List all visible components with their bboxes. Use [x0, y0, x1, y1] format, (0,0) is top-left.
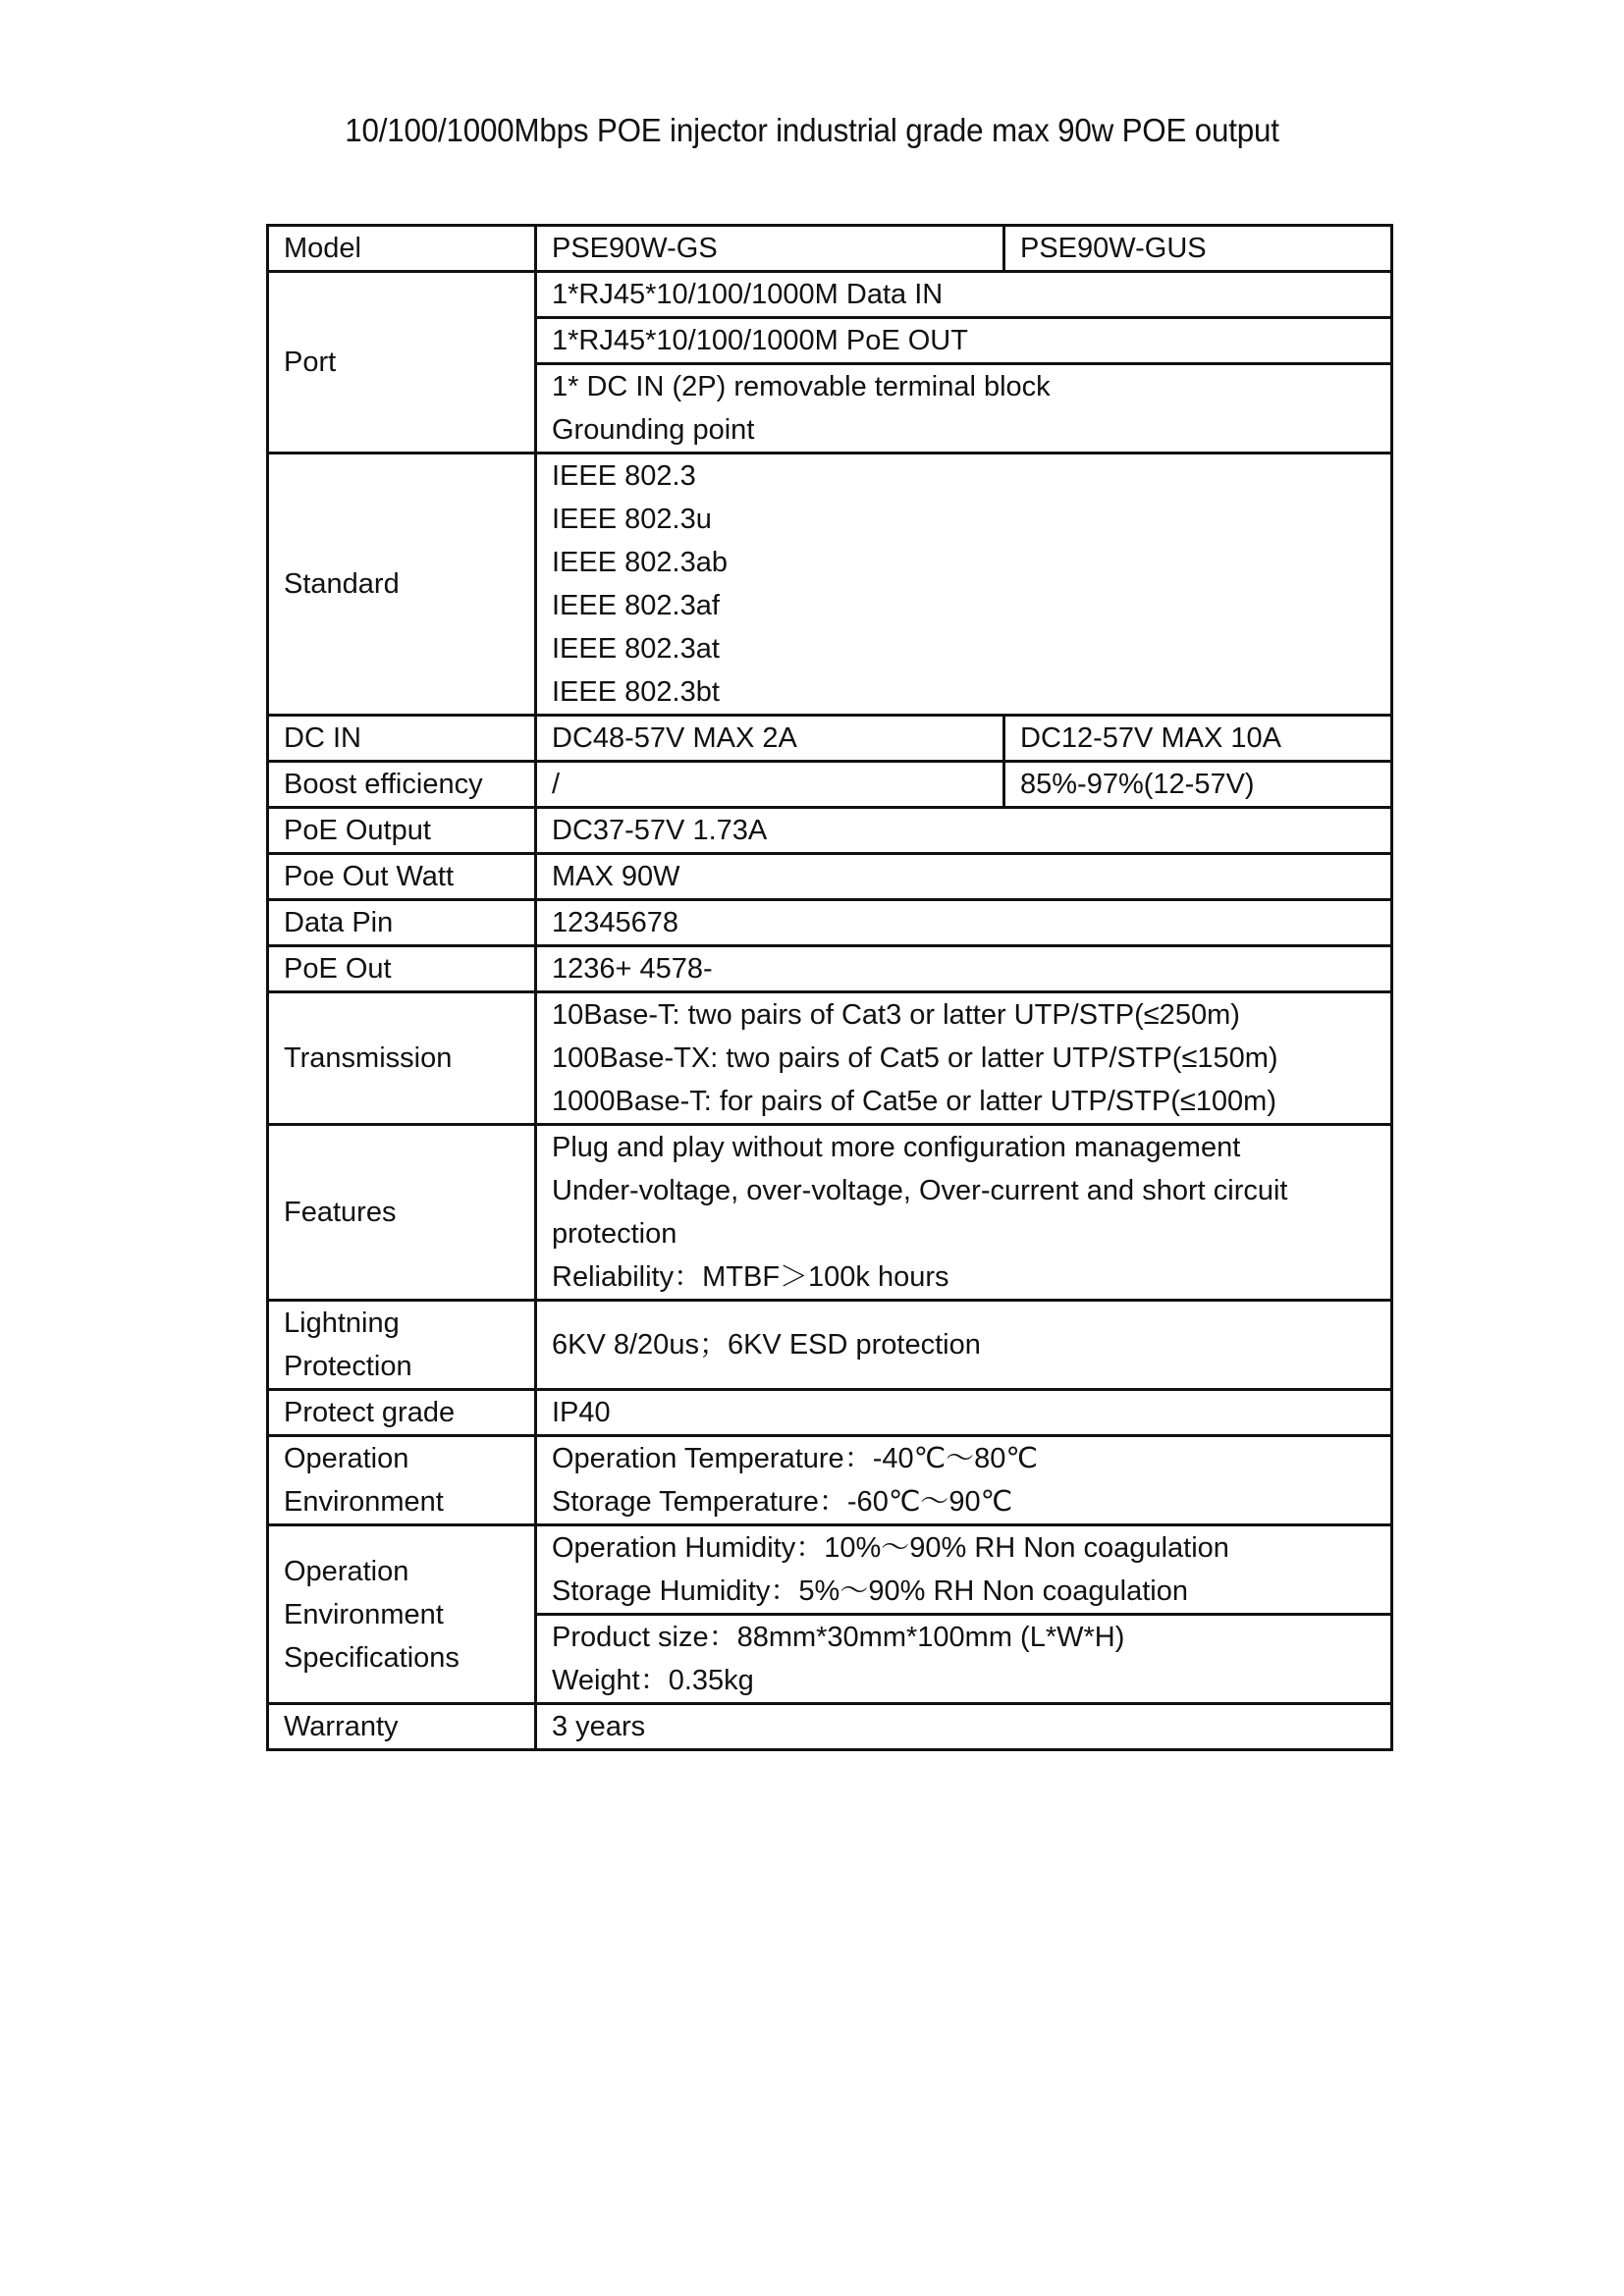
size-weight-values	[536, 1615, 1392, 1704]
product-size: Product size：88mm*30mm*100mm (L*W*H)	[552, 1622, 1125, 1653]
row-label	[268, 1436, 536, 1525]
table-row-poe-out	[268, 946, 1392, 992]
table-row-transmission	[268, 992, 1392, 1125]
table-row-poe-out-watt	[268, 854, 1392, 900]
row-label-line: Protection	[284, 1351, 412, 1382]
standard-list	[536, 454, 1392, 716]
feature-item: protection	[552, 1218, 677, 1250]
weight: Weight：0.35kg	[552, 1665, 754, 1696]
port-data-in: 1*RJ45*10/100/1000M Data IN	[536, 272, 1392, 318]
transmission-item: 1000Base-T: for pairs of Cat5e or latter UTP/STP(≤100m)	[552, 1086, 1276, 1117]
model-gs: PSE90W-GS	[536, 226, 1004, 272]
row-label: PoE Output	[268, 808, 536, 854]
protect-grade-value: IP40	[536, 1390, 1392, 1436]
boost-efficiency-gs: /	[536, 762, 1004, 808]
row-label: Port	[268, 272, 536, 454]
features-list	[536, 1125, 1392, 1301]
row-label: PoE Out	[268, 946, 536, 992]
standard-item: IEEE 802.3bt	[552, 676, 720, 708]
table-row-features	[268, 1125, 1392, 1301]
row-label: Protect grade	[268, 1390, 536, 1436]
row-label-line: Operation	[284, 1555, 409, 1587]
model-gus: PSE90W-GUS	[1004, 226, 1392, 272]
port-poe-out: 1*RJ45*10/100/1000M PoE OUT	[536, 318, 1392, 364]
dc-in-gs: DC48-57V MAX 2A	[536, 716, 1004, 762]
feature-item: Plug and play without more configuration management	[552, 1132, 1241, 1163]
operation-environment-values	[536, 1436, 1392, 1525]
row-label	[268, 1301, 536, 1390]
row-label-line: Specifications	[284, 1641, 460, 1674]
table-row-port	[268, 272, 1392, 318]
row-label-line: Operation	[284, 1443, 409, 1474]
table-row-operation-environment	[268, 1436, 1392, 1525]
row-label: Standard	[268, 454, 536, 716]
table-row-data-pin	[268, 900, 1392, 946]
standard-item: IEEE 802.3ab	[552, 547, 728, 578]
transmission-item: 10Base-T: two pairs of Cat3 or latter UTP/STP(≤250m)	[552, 999, 1240, 1031]
port-dc-in-line: 1* DC IN (2P) removable terminal block	[552, 371, 1051, 402]
table-row-lightning-protection	[268, 1301, 1392, 1390]
row-label: Features	[268, 1125, 536, 1301]
port-grounding-line: Grounding point	[552, 414, 755, 446]
table-row-model	[268, 226, 1392, 272]
document-title: 10/100/1000Mbps POE injector industrial grade max 90w POE output	[345, 112, 1279, 148]
transmission-item: 100Base-TX: two pairs of Cat5 or latter UTP/STP(≤150m)	[552, 1042, 1278, 1074]
operation-humidity: Operation Humidity：10%～90% RH Non coagulation	[552, 1532, 1229, 1564]
row-label: DC IN	[268, 716, 536, 762]
poe-output-value: DC37-57V 1.73A	[536, 808, 1392, 854]
feature-item: Reliability：MTBF＞100k hours	[552, 1261, 949, 1293]
spec-table	[266, 224, 1393, 1751]
table-row-warranty	[268, 1704, 1392, 1750]
storage-temperature: Storage Temperature：-60℃～90℃	[552, 1486, 1013, 1518]
row-label-line: Environment	[284, 1598, 444, 1630]
table-row-protect-grade	[268, 1390, 1392, 1436]
warranty-value: 3 years	[536, 1704, 1392, 1750]
table-row-boost-efficiency	[268, 762, 1392, 808]
standard-item: IEEE 802.3af	[552, 590, 720, 621]
row-label: Poe Out Watt	[268, 854, 536, 900]
table-row-operation-environment-specifications	[268, 1525, 1392, 1615]
storage-humidity: Storage Humidity：5%～90% RH Non coagulation	[552, 1575, 1188, 1607]
lightning-protection-value: 6KV 8/20us；6KV ESD protection	[536, 1301, 1392, 1390]
boost-efficiency-gus: 85%-97%(12-57V)	[1004, 762, 1392, 808]
row-label-line: Environment	[284, 1486, 444, 1518]
feature-item: Under-voltage, over-voltage, Over-current and short circuit	[552, 1175, 1288, 1206]
port-dc-in	[536, 364, 1392, 454]
poe-out-watt-value: MAX 90W	[536, 854, 1392, 900]
standard-item: IEEE 802.3	[552, 460, 696, 492]
humidity-values	[536, 1525, 1392, 1615]
row-label	[268, 1525, 536, 1704]
table-row-poe-output	[268, 808, 1392, 854]
row-label: Model	[268, 226, 536, 272]
table-row-standard	[268, 454, 1392, 716]
row-label: Boost efficiency	[268, 762, 536, 808]
row-label: Warranty	[268, 1704, 536, 1750]
table-row-dc-in	[268, 716, 1392, 762]
data-pin-value: 12345678	[536, 900, 1392, 946]
operation-temperature: Operation Temperature：-40℃～80℃	[552, 1443, 1038, 1474]
row-label-line: Lightning	[284, 1308, 400, 1339]
transmission-list	[536, 992, 1392, 1125]
dc-in-gus: DC12-57V MAX 10A	[1004, 716, 1392, 762]
row-label: Data Pin	[268, 900, 536, 946]
row-label: Transmission	[268, 992, 536, 1125]
poe-out-value: 1236+ 4578-	[536, 946, 1392, 992]
standard-item: IEEE 802.3at	[552, 633, 720, 665]
standard-item: IEEE 802.3u	[552, 504, 712, 535]
